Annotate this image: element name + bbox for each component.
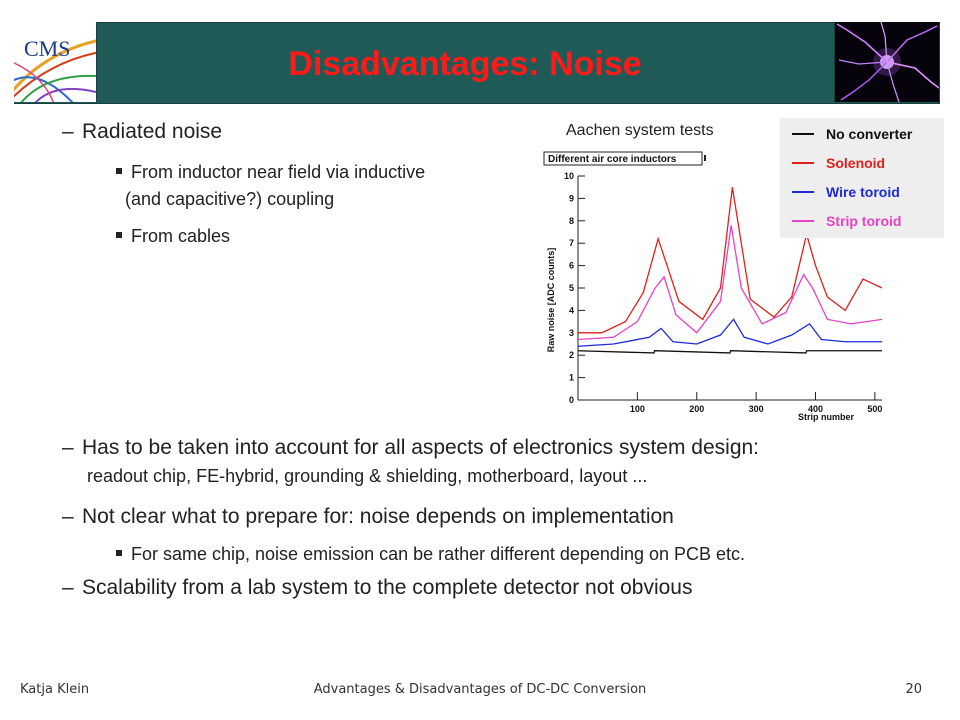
bullet-not-clear: – Not clear what to prepare for: noise depends on implementation [62, 505, 674, 528]
x-tick-label: 200 [689, 404, 705, 414]
y-tick-label: 2 [568, 350, 574, 361]
y-tick-label: 9 [568, 193, 574, 204]
bullet-system-design-cont: readout chip, FE-hybrid, grounding & shielding, motherboard, layout ... [87, 466, 648, 486]
sub-bullet-inductor: From inductor near field via inductive [116, 162, 425, 183]
x-tick-label: 500 [867, 404, 883, 414]
dash-icon: – [62, 120, 74, 143]
footer-author: Katja Klein [20, 682, 90, 697]
square-bullet-icon [116, 550, 122, 556]
legend-item-wire-toroid: Wire toroid [792, 184, 900, 200]
y-axis-label: Raw noise [ADC counts] [546, 247, 556, 353]
legend-swatch [792, 133, 814, 135]
chart-caption: Aachen system tests [566, 122, 714, 139]
y-tick-label: 5 [568, 283, 574, 293]
x-tick-label: 100 [629, 404, 645, 414]
sub-bullet-same-chip: For same chip, noise emission can be rather different depending on PCB etc. [116, 544, 745, 565]
y-tick-label: 10 [563, 171, 574, 181]
y-tick-label: 6 [568, 260, 574, 271]
legend-item-no-converter: No converter [792, 126, 912, 142]
legend [780, 118, 944, 238]
x-tick-label: 300 [748, 404, 764, 414]
legend-swatch [792, 191, 814, 193]
cms-logo [14, 22, 97, 102]
legend-swatch [792, 220, 814, 222]
legend-item-solenoid: Solenoid [792, 155, 885, 171]
plot-title: Different air core inductors [548, 154, 677, 165]
footer-title: Advantages & Disadvantages of DC-DC Conversion [313, 682, 647, 697]
bullet-radiated-noise: – Radiated noise [62, 120, 223, 143]
footer-page-number: 20 [905, 682, 922, 697]
bullet-system-design: – Has to be taken into account for all aspects of electronics system design: [62, 436, 760, 459]
y-tick-label: 0 [568, 395, 574, 405]
x-tick-label: 400 [807, 404, 824, 414]
square-bullet-icon [116, 232, 122, 238]
y-tick-label: 7 [568, 238, 574, 249]
dash-icon: – [62, 436, 74, 459]
sub-bullet-cables: From cables [116, 226, 230, 247]
x-axis-label: Strip number [797, 412, 854, 422]
square-bullet-icon [116, 168, 122, 174]
plasma-ball-image [834, 22, 939, 102]
legend-item-strip-toroid: Strip toroid [792, 213, 901, 229]
legend-swatch [792, 162, 814, 164]
dash-icon: – [62, 505, 74, 528]
y-tick-label: 1 [568, 372, 574, 383]
slide-title: Disadvantages: Noise [288, 45, 642, 83]
y-tick-label: 3 [568, 327, 574, 338]
dash-icon: – [62, 576, 74, 599]
y-tick-label: 4 [568, 305, 574, 316]
svg-text:CMS: CMS [24, 36, 71, 61]
sub-bullet-inductor-cont: (and capacitive?) coupling [125, 189, 335, 209]
y-tick-label: 8 [568, 215, 574, 226]
bullet-scalability: – Scalability from a lab system to the complete detector not obvious [62, 576, 693, 599]
